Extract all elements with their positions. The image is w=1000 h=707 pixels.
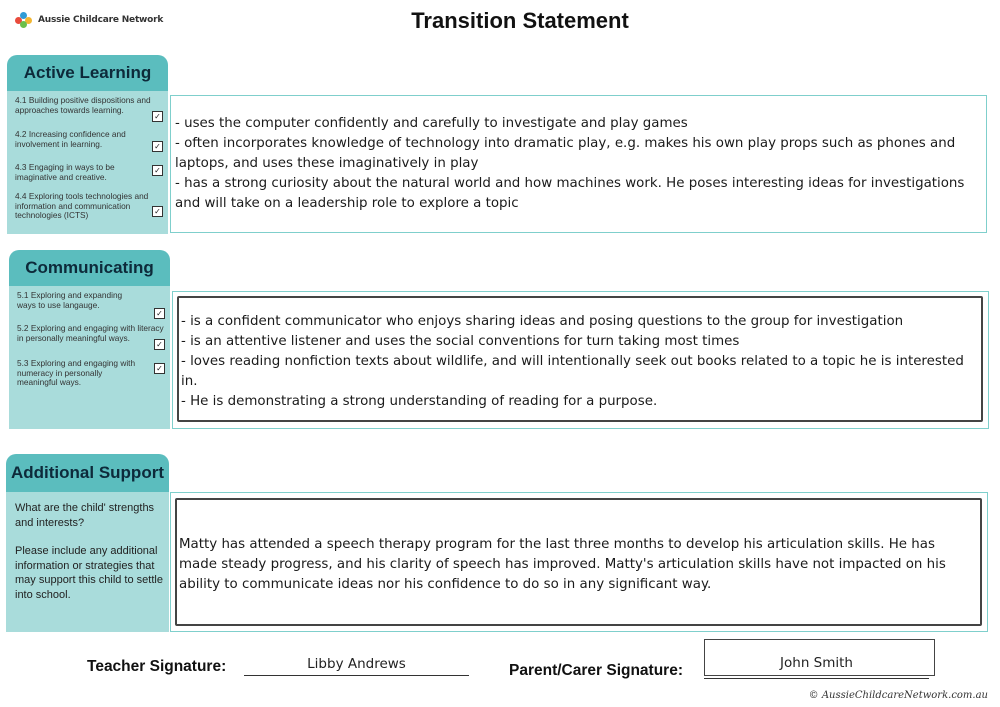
- outcome-4-2: 4.2 Increasing confidence and involvement in learning.: [15, 129, 126, 149]
- teacher-signature-name[interactable]: Libby Andrews: [307, 656, 406, 672]
- outcome-5-1: 5.1 Exploring and expanding ways to use langauge.: [17, 290, 123, 310]
- communicating-line: - is a confident communicator who enjoys sharing ideas and posing questions to the group for investigation: [181, 314, 904, 329]
- outcome-4-3: 4.3 Engaging in ways to be imaginative and creative.: [15, 162, 115, 182]
- teacher-signature-label: Teacher Signature:: [87, 658, 227, 675]
- page-title: Transition Statement: [411, 8, 629, 33]
- outcome-5-3-checkbox[interactable]: ✓: [154, 363, 165, 374]
- active-learning-line: - has a strong curiosity about the natural world and how machines work. He poses interesting ideas for investigations and will take on a leadership role to explore a topic: [175, 176, 965, 211]
- communicating-line: - loves reading nonfiction texts about wildlife, and will intentionally seek out books related to a topic he is interested in.: [181, 354, 964, 389]
- additional-support-content-box: [170, 492, 988, 632]
- outcome-5-1-checkbox[interactable]: ✓: [154, 308, 165, 319]
- parent-signature-name[interactable]: John Smith: [780, 655, 853, 671]
- active-learning-heading: Active Learning: [7, 55, 168, 91]
- outcome-5-2-checkbox[interactable]: ✓: [154, 339, 165, 350]
- teacher-signature-line: [244, 675, 469, 676]
- outcome-4-2-checkbox[interactable]: ✓: [152, 141, 163, 152]
- support-question-strengths: What are the child' strengths and interests?: [15, 502, 155, 529]
- active-learning-outcomes-panel: [7, 91, 168, 234]
- communicating-text-area[interactable]: [177, 296, 983, 422]
- outcome-4-1: 4.1 Building positive dispositions and approaches towards learning.: [15, 95, 151, 115]
- copyright: © AussieChildcareNetwork.com.au: [808, 690, 988, 701]
- communicating-text: [181, 312, 979, 412]
- communicating-line: - is an attentive listener and uses the social conventions for turn taking most times: [181, 334, 740, 349]
- outcome-5-2: 5.2 Exploring and engaging with literacy in personally meaningful ways.: [17, 323, 164, 343]
- active-learning-content-box[interactable]: [170, 95, 987, 233]
- outcome-4-1-checkbox[interactable]: ✓: [152, 111, 163, 122]
- outcome-4-4: 4.4 Exploring tools technologies and information and communication technologies (ICTS): [15, 191, 149, 221]
- active-learning-text: [175, 114, 980, 214]
- outcome-4-3-checkbox[interactable]: ✓: [152, 165, 163, 176]
- communicating-line: - He is demonstrating a strong understanding of reading for a purpose.: [181, 394, 658, 409]
- active-learning-line: - uses the computer confidently and carefully to investigate and play games: [175, 116, 688, 131]
- communicating-content-box: [172, 291, 989, 429]
- communicating-outcomes-panel: [9, 286, 170, 429]
- outcome-5-3: 5.3 Exploring and engaging with numeracy in personally meaningful ways.: [17, 358, 136, 388]
- logo-text: Aussie Childcare Network: [38, 15, 164, 25]
- support-question-strategies: Please include any additional information or strategies that may support this child to settle into school.: [15, 545, 163, 601]
- outcome-4-4-checkbox[interactable]: ✓: [152, 206, 163, 217]
- additional-support-text: Matty has attended a speech therapy program for the last three months to develop his articulation skills. He has made steady progress, and his clarity of speech has improved. Matty's articulation skills have not impacted on his ability to communicate ideas nor his confidence to do so in any significant way.: [179, 537, 946, 592]
- additional-support-heading: Additional Support: [6, 454, 169, 492]
- active-learning-line: - often incorporates knowledge of technology into dramatic play, e.g. makes his own play props such as phones and laptops, and uses these imaginatively in play: [175, 136, 956, 171]
- parent-signature-label: Parent/Carer Signature:: [509, 662, 683, 679]
- additional-support-panel: [6, 492, 169, 632]
- additional-support-text-area[interactable]: [175, 498, 982, 626]
- communicating-heading: Communicating: [9, 250, 170, 286]
- parent-signature-line: [704, 678, 929, 679]
